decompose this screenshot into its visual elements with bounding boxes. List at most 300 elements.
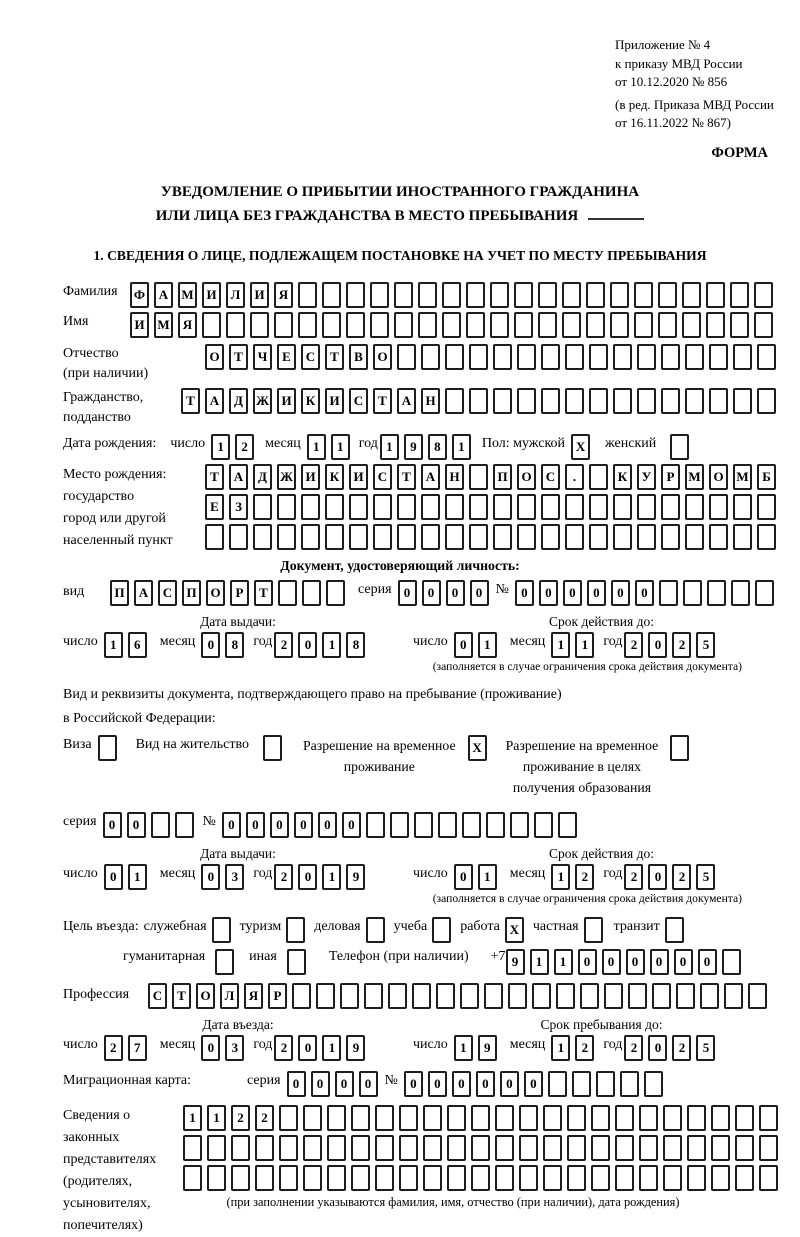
purpose-tourism-checkbox[interactable] (286, 917, 305, 943)
char-cell[interactable] (322, 312, 341, 338)
char-cell[interactable] (733, 524, 752, 550)
char-cell[interactable] (469, 388, 488, 414)
char-cell[interactable] (731, 580, 750, 606)
char-cell[interactable] (442, 282, 461, 308)
char-cell[interactable]: 1 (322, 864, 341, 890)
char-cell[interactable]: 1 (183, 1105, 202, 1131)
char-cell[interactable] (604, 983, 623, 1009)
char-cell[interactable] (639, 1165, 658, 1191)
char-cell[interactable]: 1 (452, 434, 471, 460)
char-cell[interactable] (620, 1071, 639, 1097)
char-cell[interactable] (709, 344, 728, 370)
char-cell[interactable]: Ж (253, 388, 272, 414)
char-cell[interactable] (613, 524, 632, 550)
char-cell[interactable] (580, 983, 599, 1009)
char-cell[interactable] (278, 580, 297, 606)
char-cell[interactable] (183, 1135, 202, 1161)
char-cell[interactable] (414, 812, 433, 838)
char-cell[interactable]: 1 (128, 864, 147, 890)
char-cell[interactable]: 0 (524, 1071, 543, 1097)
temp-residence-checkbox[interactable]: X (468, 735, 487, 761)
char-cell[interactable] (755, 580, 774, 606)
visa-checkbox[interactable] (98, 735, 117, 761)
char-cell[interactable] (399, 1165, 418, 1191)
char-cell[interactable] (637, 524, 656, 550)
char-cell[interactable]: К (325, 464, 344, 490)
char-cell[interactable] (730, 282, 749, 308)
char-cell[interactable]: И (250, 282, 269, 308)
char-cell[interactable]: А (134, 580, 153, 606)
char-cell[interactable] (687, 1165, 706, 1191)
char-cell[interactable] (364, 983, 383, 1009)
char-cell[interactable]: 1 (551, 632, 570, 658)
char-cell[interactable] (733, 388, 752, 414)
char-cell[interactable] (541, 494, 560, 520)
char-cell[interactable]: М (154, 312, 173, 338)
char-cell[interactable] (659, 580, 678, 606)
char-cell[interactable] (661, 388, 680, 414)
char-cell[interactable]: 0 (611, 580, 630, 606)
char-cell[interactable]: 0 (578, 949, 597, 975)
char-cell[interactable] (327, 1105, 346, 1131)
char-cell[interactable] (676, 983, 695, 1009)
char-cell[interactable] (759, 1135, 778, 1161)
purpose-private-checkbox[interactable] (584, 917, 603, 943)
char-cell[interactable] (519, 1135, 538, 1161)
char-cell[interactable] (661, 494, 680, 520)
char-cell[interactable] (724, 983, 743, 1009)
char-cell[interactable]: 1 (307, 434, 326, 460)
char-cell[interactable] (652, 983, 671, 1009)
char-cell[interactable]: К (613, 464, 632, 490)
char-cell[interactable] (346, 312, 365, 338)
char-cell[interactable]: Р (661, 464, 680, 490)
char-cell[interactable] (519, 1105, 538, 1131)
char-cell[interactable] (735, 1165, 754, 1191)
char-cell[interactable] (399, 1135, 418, 1161)
char-cell[interactable] (175, 812, 194, 838)
char-cell[interactable]: С (158, 580, 177, 606)
char-cell[interactable] (733, 494, 752, 520)
char-cell[interactable] (399, 1105, 418, 1131)
purpose-transit-checkbox[interactable] (665, 917, 684, 943)
char-cell[interactable] (253, 524, 272, 550)
char-cell[interactable] (543, 1105, 562, 1131)
char-cell[interactable] (615, 1165, 634, 1191)
char-cell[interactable] (277, 494, 296, 520)
char-cell[interactable]: 0 (674, 949, 693, 975)
char-cell[interactable] (469, 524, 488, 550)
char-cell[interactable] (543, 1165, 562, 1191)
char-cell[interactable]: П (493, 464, 512, 490)
char-cell[interactable] (255, 1165, 274, 1191)
char-cell[interactable] (562, 282, 581, 308)
char-cell[interactable]: 0 (287, 1071, 306, 1097)
char-cell[interactable]: 0 (104, 864, 123, 890)
char-cell[interactable]: 1 (207, 1105, 226, 1131)
char-cell[interactable] (759, 1105, 778, 1131)
char-cell[interactable]: В (349, 344, 368, 370)
purpose-humanitarian-checkbox[interactable] (215, 949, 234, 975)
char-cell[interactable] (298, 282, 317, 308)
temp-residence-edu-checkbox[interactable] (670, 735, 689, 761)
char-cell[interactable]: Ч (253, 344, 272, 370)
char-cell[interactable]: Т (397, 464, 416, 490)
char-cell[interactable]: 0 (602, 949, 621, 975)
char-cell[interactable] (466, 282, 485, 308)
char-cell[interactable] (735, 1135, 754, 1161)
char-cell[interactable]: М (733, 464, 752, 490)
char-cell[interactable]: К (301, 388, 320, 414)
char-cell[interactable]: 9 (404, 434, 423, 460)
char-cell[interactable] (565, 494, 584, 520)
purpose-study-checkbox[interactable] (432, 917, 451, 943)
char-cell[interactable] (351, 1165, 370, 1191)
char-cell[interactable]: З (229, 494, 248, 520)
char-cell[interactable] (613, 388, 632, 414)
char-cell[interactable]: Т (373, 388, 392, 414)
char-cell[interactable]: 0 (563, 580, 582, 606)
char-cell[interactable]: А (154, 282, 173, 308)
char-cell[interactable] (229, 524, 248, 550)
char-cell[interactable]: 0 (698, 949, 717, 975)
char-cell[interactable] (469, 344, 488, 370)
char-cell[interactable]: Я (244, 983, 263, 1009)
char-cell[interactable]: 2 (274, 864, 293, 890)
char-cell[interactable] (754, 282, 773, 308)
char-cell[interactable] (541, 344, 560, 370)
char-cell[interactable] (346, 282, 365, 308)
char-cell[interactable] (639, 1105, 658, 1131)
char-cell[interactable]: 2 (672, 632, 691, 658)
char-cell[interactable]: П (182, 580, 201, 606)
char-cell[interactable]: 0 (201, 1035, 220, 1061)
char-cell[interactable] (634, 282, 653, 308)
char-cell[interactable]: Р (268, 983, 287, 1009)
char-cell[interactable] (375, 1105, 394, 1131)
char-cell[interactable] (613, 494, 632, 520)
char-cell[interactable] (706, 282, 725, 308)
char-cell[interactable]: 0 (539, 580, 558, 606)
purpose-other-checkbox[interactable] (287, 949, 306, 975)
char-cell[interactable] (709, 524, 728, 550)
char-cell[interactable] (298, 312, 317, 338)
char-cell[interactable]: 1 (575, 632, 594, 658)
char-cell[interactable]: О (206, 580, 225, 606)
char-cell[interactable] (373, 524, 392, 550)
char-cell[interactable] (711, 1165, 730, 1191)
char-cell[interactable]: 1 (554, 949, 573, 975)
char-cell[interactable] (471, 1105, 490, 1131)
char-cell[interactable]: 5 (696, 1035, 715, 1061)
char-cell[interactable]: 1 (322, 632, 341, 658)
char-cell[interactable] (663, 1135, 682, 1161)
char-cell[interactable]: 0 (452, 1071, 471, 1097)
char-cell[interactable]: 1 (454, 1035, 473, 1061)
char-cell[interactable]: Е (277, 344, 296, 370)
char-cell[interactable] (351, 1135, 370, 1161)
char-cell[interactable]: 2 (231, 1105, 250, 1131)
char-cell[interactable]: 6 (128, 632, 147, 658)
char-cell[interactable]: 7 (128, 1035, 147, 1061)
char-cell[interactable]: С (373, 464, 392, 490)
char-cell[interactable]: А (229, 464, 248, 490)
char-cell[interactable]: Л (226, 282, 245, 308)
char-cell[interactable] (445, 388, 464, 414)
char-cell[interactable]: 9 (346, 864, 365, 890)
char-cell[interactable] (373, 494, 392, 520)
char-cell[interactable] (510, 812, 529, 838)
char-cell[interactable]: 0 (201, 864, 220, 890)
char-cell[interactable] (548, 1071, 567, 1097)
char-cell[interactable] (562, 312, 581, 338)
char-cell[interactable] (442, 312, 461, 338)
char-cell[interactable] (538, 282, 557, 308)
char-cell[interactable] (445, 524, 464, 550)
char-cell[interactable] (490, 312, 509, 338)
char-cell[interactable]: 0 (470, 580, 489, 606)
char-cell[interactable] (447, 1165, 466, 1191)
char-cell[interactable] (685, 388, 704, 414)
char-cell[interactable] (508, 983, 527, 1009)
char-cell[interactable]: Н (445, 464, 464, 490)
char-cell[interactable]: 2 (575, 1035, 594, 1061)
char-cell[interactable]: 1 (104, 632, 123, 658)
char-cell[interactable] (340, 983, 359, 1009)
char-cell[interactable] (207, 1135, 226, 1161)
char-cell[interactable]: 5 (696, 632, 715, 658)
char-cell[interactable]: Т (325, 344, 344, 370)
char-cell[interactable]: 0 (587, 580, 606, 606)
char-cell[interactable] (596, 1071, 615, 1097)
char-cell[interactable] (709, 388, 728, 414)
char-cell[interactable] (517, 344, 536, 370)
char-cell[interactable] (274, 312, 293, 338)
char-cell[interactable] (757, 524, 776, 550)
char-cell[interactable]: 0 (500, 1071, 519, 1097)
char-cell[interactable] (279, 1105, 298, 1131)
char-cell[interactable] (711, 1135, 730, 1161)
char-cell[interactable] (735, 1105, 754, 1131)
char-cell[interactable] (388, 983, 407, 1009)
char-cell[interactable] (538, 312, 557, 338)
char-cell[interactable]: А (421, 464, 440, 490)
char-cell[interactable]: У (637, 464, 656, 490)
char-cell[interactable]: И (130, 312, 149, 338)
char-cell[interactable] (326, 580, 345, 606)
char-cell[interactable] (709, 494, 728, 520)
char-cell[interactable] (517, 494, 536, 520)
char-cell[interactable] (250, 312, 269, 338)
char-cell[interactable] (394, 312, 413, 338)
char-cell[interactable]: 0 (635, 580, 654, 606)
char-cell[interactable] (207, 1165, 226, 1191)
char-cell[interactable] (541, 388, 560, 414)
char-cell[interactable] (707, 580, 726, 606)
char-cell[interactable] (637, 388, 656, 414)
char-cell[interactable] (279, 1135, 298, 1161)
char-cell[interactable]: 2 (624, 864, 643, 890)
char-cell[interactable] (748, 983, 767, 1009)
char-cell[interactable] (615, 1135, 634, 1161)
char-cell[interactable] (151, 812, 170, 838)
char-cell[interactable] (514, 312, 533, 338)
char-cell[interactable] (183, 1165, 202, 1191)
char-cell[interactable] (613, 344, 632, 370)
char-cell[interactable] (370, 282, 389, 308)
char-cell[interactable] (279, 1165, 298, 1191)
char-cell[interactable]: А (205, 388, 224, 414)
char-cell[interactable] (325, 524, 344, 550)
char-cell[interactable]: 0 (476, 1071, 495, 1097)
char-cell[interactable] (644, 1071, 663, 1097)
char-cell[interactable] (589, 464, 608, 490)
char-cell[interactable]: 1 (211, 434, 230, 460)
char-cell[interactable]: 1 (478, 632, 497, 658)
char-cell[interactable]: С (349, 388, 368, 414)
purpose-commercial-checkbox[interactable] (366, 917, 385, 943)
char-cell[interactable]: Т (181, 388, 200, 414)
char-cell[interactable] (469, 494, 488, 520)
char-cell[interactable] (301, 494, 320, 520)
char-cell[interactable] (445, 344, 464, 370)
char-cell[interactable] (301, 524, 320, 550)
char-cell[interactable]: 2 (672, 1035, 691, 1061)
char-cell[interactable] (418, 312, 437, 338)
char-cell[interactable] (466, 312, 485, 338)
char-cell[interactable]: 0 (222, 812, 241, 838)
char-cell[interactable] (567, 1165, 586, 1191)
char-cell[interactable] (460, 983, 479, 1009)
char-cell[interactable]: 8 (428, 434, 447, 460)
char-cell[interactable] (231, 1165, 250, 1191)
char-cell[interactable] (493, 344, 512, 370)
char-cell[interactable]: 1 (551, 1035, 570, 1061)
char-cell[interactable]: Я (178, 312, 197, 338)
char-cell[interactable] (685, 344, 704, 370)
char-cell[interactable] (687, 1105, 706, 1131)
char-cell[interactable]: С (148, 983, 167, 1009)
char-cell[interactable]: 0 (648, 632, 667, 658)
char-cell[interactable] (610, 282, 629, 308)
char-cell[interactable]: О (196, 983, 215, 1009)
char-cell[interactable]: О (205, 344, 224, 370)
char-cell[interactable]: 0 (428, 1071, 447, 1097)
char-cell[interactable]: 0 (201, 632, 220, 658)
char-cell[interactable]: Т (205, 464, 224, 490)
char-cell[interactable]: 1 (380, 434, 399, 460)
char-cell[interactable]: 0 (311, 1071, 330, 1097)
char-cell[interactable] (397, 344, 416, 370)
char-cell[interactable]: Е (205, 494, 224, 520)
char-cell[interactable] (495, 1135, 514, 1161)
char-cell[interactable]: С (541, 464, 560, 490)
char-cell[interactable]: Я (274, 282, 293, 308)
char-cell[interactable]: 2 (274, 632, 293, 658)
char-cell[interactable] (637, 344, 656, 370)
char-cell[interactable] (682, 312, 701, 338)
char-cell[interactable] (706, 312, 725, 338)
char-cell[interactable] (423, 1105, 442, 1131)
char-cell[interactable] (565, 344, 584, 370)
char-cell[interactable]: 0 (454, 864, 473, 890)
char-cell[interactable] (327, 1135, 346, 1161)
char-cell[interactable]: О (373, 344, 392, 370)
char-cell[interactable]: 0 (648, 1035, 667, 1061)
char-cell[interactable]: И (301, 464, 320, 490)
char-cell[interactable] (447, 1135, 466, 1161)
char-cell[interactable]: 0 (298, 1035, 317, 1061)
char-cell[interactable]: Ж (277, 464, 296, 490)
purpose-work-checkbox[interactable]: X (505, 917, 524, 943)
char-cell[interactable] (303, 1105, 322, 1131)
char-cell[interactable]: 1 (530, 949, 549, 975)
char-cell[interactable]: 0 (398, 580, 417, 606)
char-cell[interactable] (202, 312, 221, 338)
char-cell[interactable] (303, 1165, 322, 1191)
char-cell[interactable] (351, 1105, 370, 1131)
char-cell[interactable]: 0 (270, 812, 289, 838)
char-cell[interactable]: Р (230, 580, 249, 606)
char-cell[interactable] (663, 1165, 682, 1191)
char-cell[interactable] (663, 1105, 682, 1131)
char-cell[interactable]: 0 (422, 580, 441, 606)
char-cell[interactable]: 9 (478, 1035, 497, 1061)
char-cell[interactable] (421, 344, 440, 370)
char-cell[interactable] (302, 580, 321, 606)
char-cell[interactable] (757, 494, 776, 520)
char-cell[interactable]: И (277, 388, 296, 414)
char-cell[interactable] (519, 1165, 538, 1191)
char-cell[interactable]: 8 (225, 632, 244, 658)
char-cell[interactable] (658, 282, 677, 308)
char-cell[interactable]: 8 (346, 632, 365, 658)
char-cell[interactable]: 9 (506, 949, 525, 975)
char-cell[interactable] (687, 1135, 706, 1161)
char-cell[interactable]: 0 (626, 949, 645, 975)
char-cell[interactable]: 0 (515, 580, 534, 606)
char-cell[interactable] (757, 388, 776, 414)
char-cell[interactable]: 2 (255, 1105, 274, 1131)
char-cell[interactable] (412, 983, 431, 1009)
char-cell[interactable]: М (685, 464, 704, 490)
char-cell[interactable] (423, 1165, 442, 1191)
char-cell[interactable] (700, 983, 719, 1009)
char-cell[interactable] (394, 282, 413, 308)
char-cell[interactable] (591, 1135, 610, 1161)
char-cell[interactable] (495, 1105, 514, 1131)
char-cell[interactable] (733, 344, 752, 370)
char-cell[interactable] (205, 524, 224, 550)
char-cell[interactable] (438, 812, 457, 838)
char-cell[interactable] (685, 494, 704, 520)
char-cell[interactable]: Н (421, 388, 440, 414)
char-cell[interactable]: 2 (624, 1035, 643, 1061)
char-cell[interactable]: 0 (650, 949, 669, 975)
char-cell[interactable]: 2 (235, 434, 254, 460)
char-cell[interactable] (610, 312, 629, 338)
char-cell[interactable] (711, 1105, 730, 1131)
char-cell[interactable] (556, 983, 575, 1009)
char-cell[interactable] (682, 282, 701, 308)
char-cell[interactable] (639, 1135, 658, 1161)
char-cell[interactable] (423, 1135, 442, 1161)
char-cell[interactable] (615, 1105, 634, 1131)
char-cell[interactable] (322, 282, 341, 308)
sex-male-checkbox[interactable]: X (571, 434, 590, 460)
char-cell[interactable] (722, 949, 741, 975)
char-cell[interactable] (759, 1165, 778, 1191)
